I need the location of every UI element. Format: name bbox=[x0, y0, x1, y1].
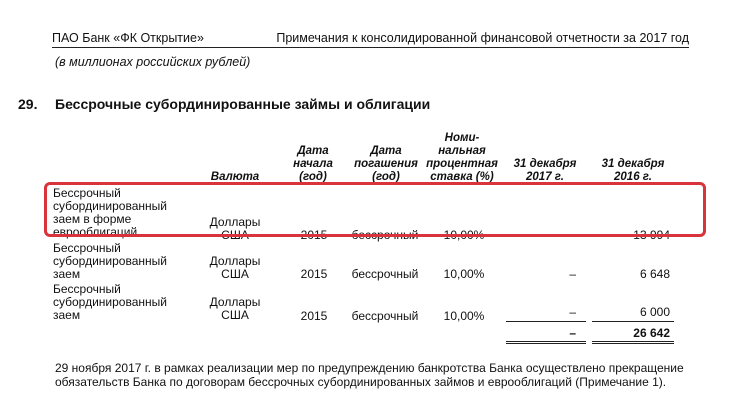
col-header-maturity: Дата погашения (год) bbox=[354, 145, 418, 183]
footnote: 29 ноября 2017 г. в рамках реализации мер по предупреждению банкротства Банка осуществлено прекращение обязательств Банка по договорам бессрочных субординированных займов и еврооблигаций (Примечание 1). bbox=[55, 361, 684, 389]
col-header-rate: Номи- нальная процентная ставка (%) bbox=[426, 132, 498, 183]
col-header-2017: 31 декабря 2017 г. bbox=[513, 158, 577, 183]
header-report-title: Примечания к консолидированной финансовой отчетности за 2017 год bbox=[276, 31, 689, 45]
row3-2016: 6 000 bbox=[639, 305, 670, 319]
col-header-currency: Валюта bbox=[210, 171, 260, 183]
highlight-box bbox=[44, 182, 706, 237]
total-double-rule-2016-a bbox=[592, 341, 674, 342]
row3-currency: Доллары США bbox=[209, 295, 261, 322]
total-rule-2016 bbox=[592, 321, 674, 322]
row2-2016: 6 648 bbox=[639, 267, 670, 281]
total-2016: 26 642 bbox=[633, 326, 670, 340]
section-title: Бессрочные субординированные займы и облигации bbox=[55, 96, 431, 112]
row3-name: Бессрочный субординированный заем bbox=[53, 282, 167, 322]
header-bank-name: ПАО Банк «ФК Открытие» bbox=[52, 31, 204, 45]
section-number: 29. bbox=[18, 96, 38, 112]
row2-2017: – bbox=[569, 267, 576, 281]
header-divider bbox=[52, 47, 689, 48]
row1-2017: – bbox=[569, 228, 576, 242]
row2-name: Бессрочный субординированный заем bbox=[53, 241, 167, 281]
row1-currency: Доллары США bbox=[209, 215, 261, 242]
col-header-start: Дата начала (год) bbox=[293, 145, 333, 183]
row2-maturity: бессрочный bbox=[351, 267, 419, 281]
col-header-2016: 31 декабря 2016 г. bbox=[601, 158, 665, 183]
row1-name: Бессрочный субординированный заем в форме еврооблигаций bbox=[53, 186, 167, 239]
row1-rate: 10,00% bbox=[443, 228, 485, 242]
total-double-rule-2016-b bbox=[592, 343, 674, 344]
total-rule-2017 bbox=[506, 321, 586, 322]
row2-start: 2015 bbox=[300, 267, 328, 281]
row3-rate: 10,00% bbox=[443, 309, 485, 323]
row1-2016: 13 994 bbox=[633, 228, 670, 242]
total-double-rule-2017-a bbox=[506, 341, 586, 342]
row2-rate: 10,00% bbox=[443, 267, 485, 281]
units-note: (в миллионах российских рублей) bbox=[55, 55, 251, 69]
row3-start: 2015 bbox=[300, 309, 328, 323]
row2-currency: Доллары США bbox=[209, 254, 261, 281]
row3-maturity: бессрочный bbox=[351, 309, 419, 323]
total-2017: – bbox=[569, 326, 576, 340]
row1-maturity: бессрочный bbox=[351, 228, 419, 242]
row1-start: 2015 bbox=[300, 228, 328, 242]
row3-2017: – bbox=[569, 305, 576, 319]
total-double-rule-2017-b bbox=[506, 343, 586, 344]
